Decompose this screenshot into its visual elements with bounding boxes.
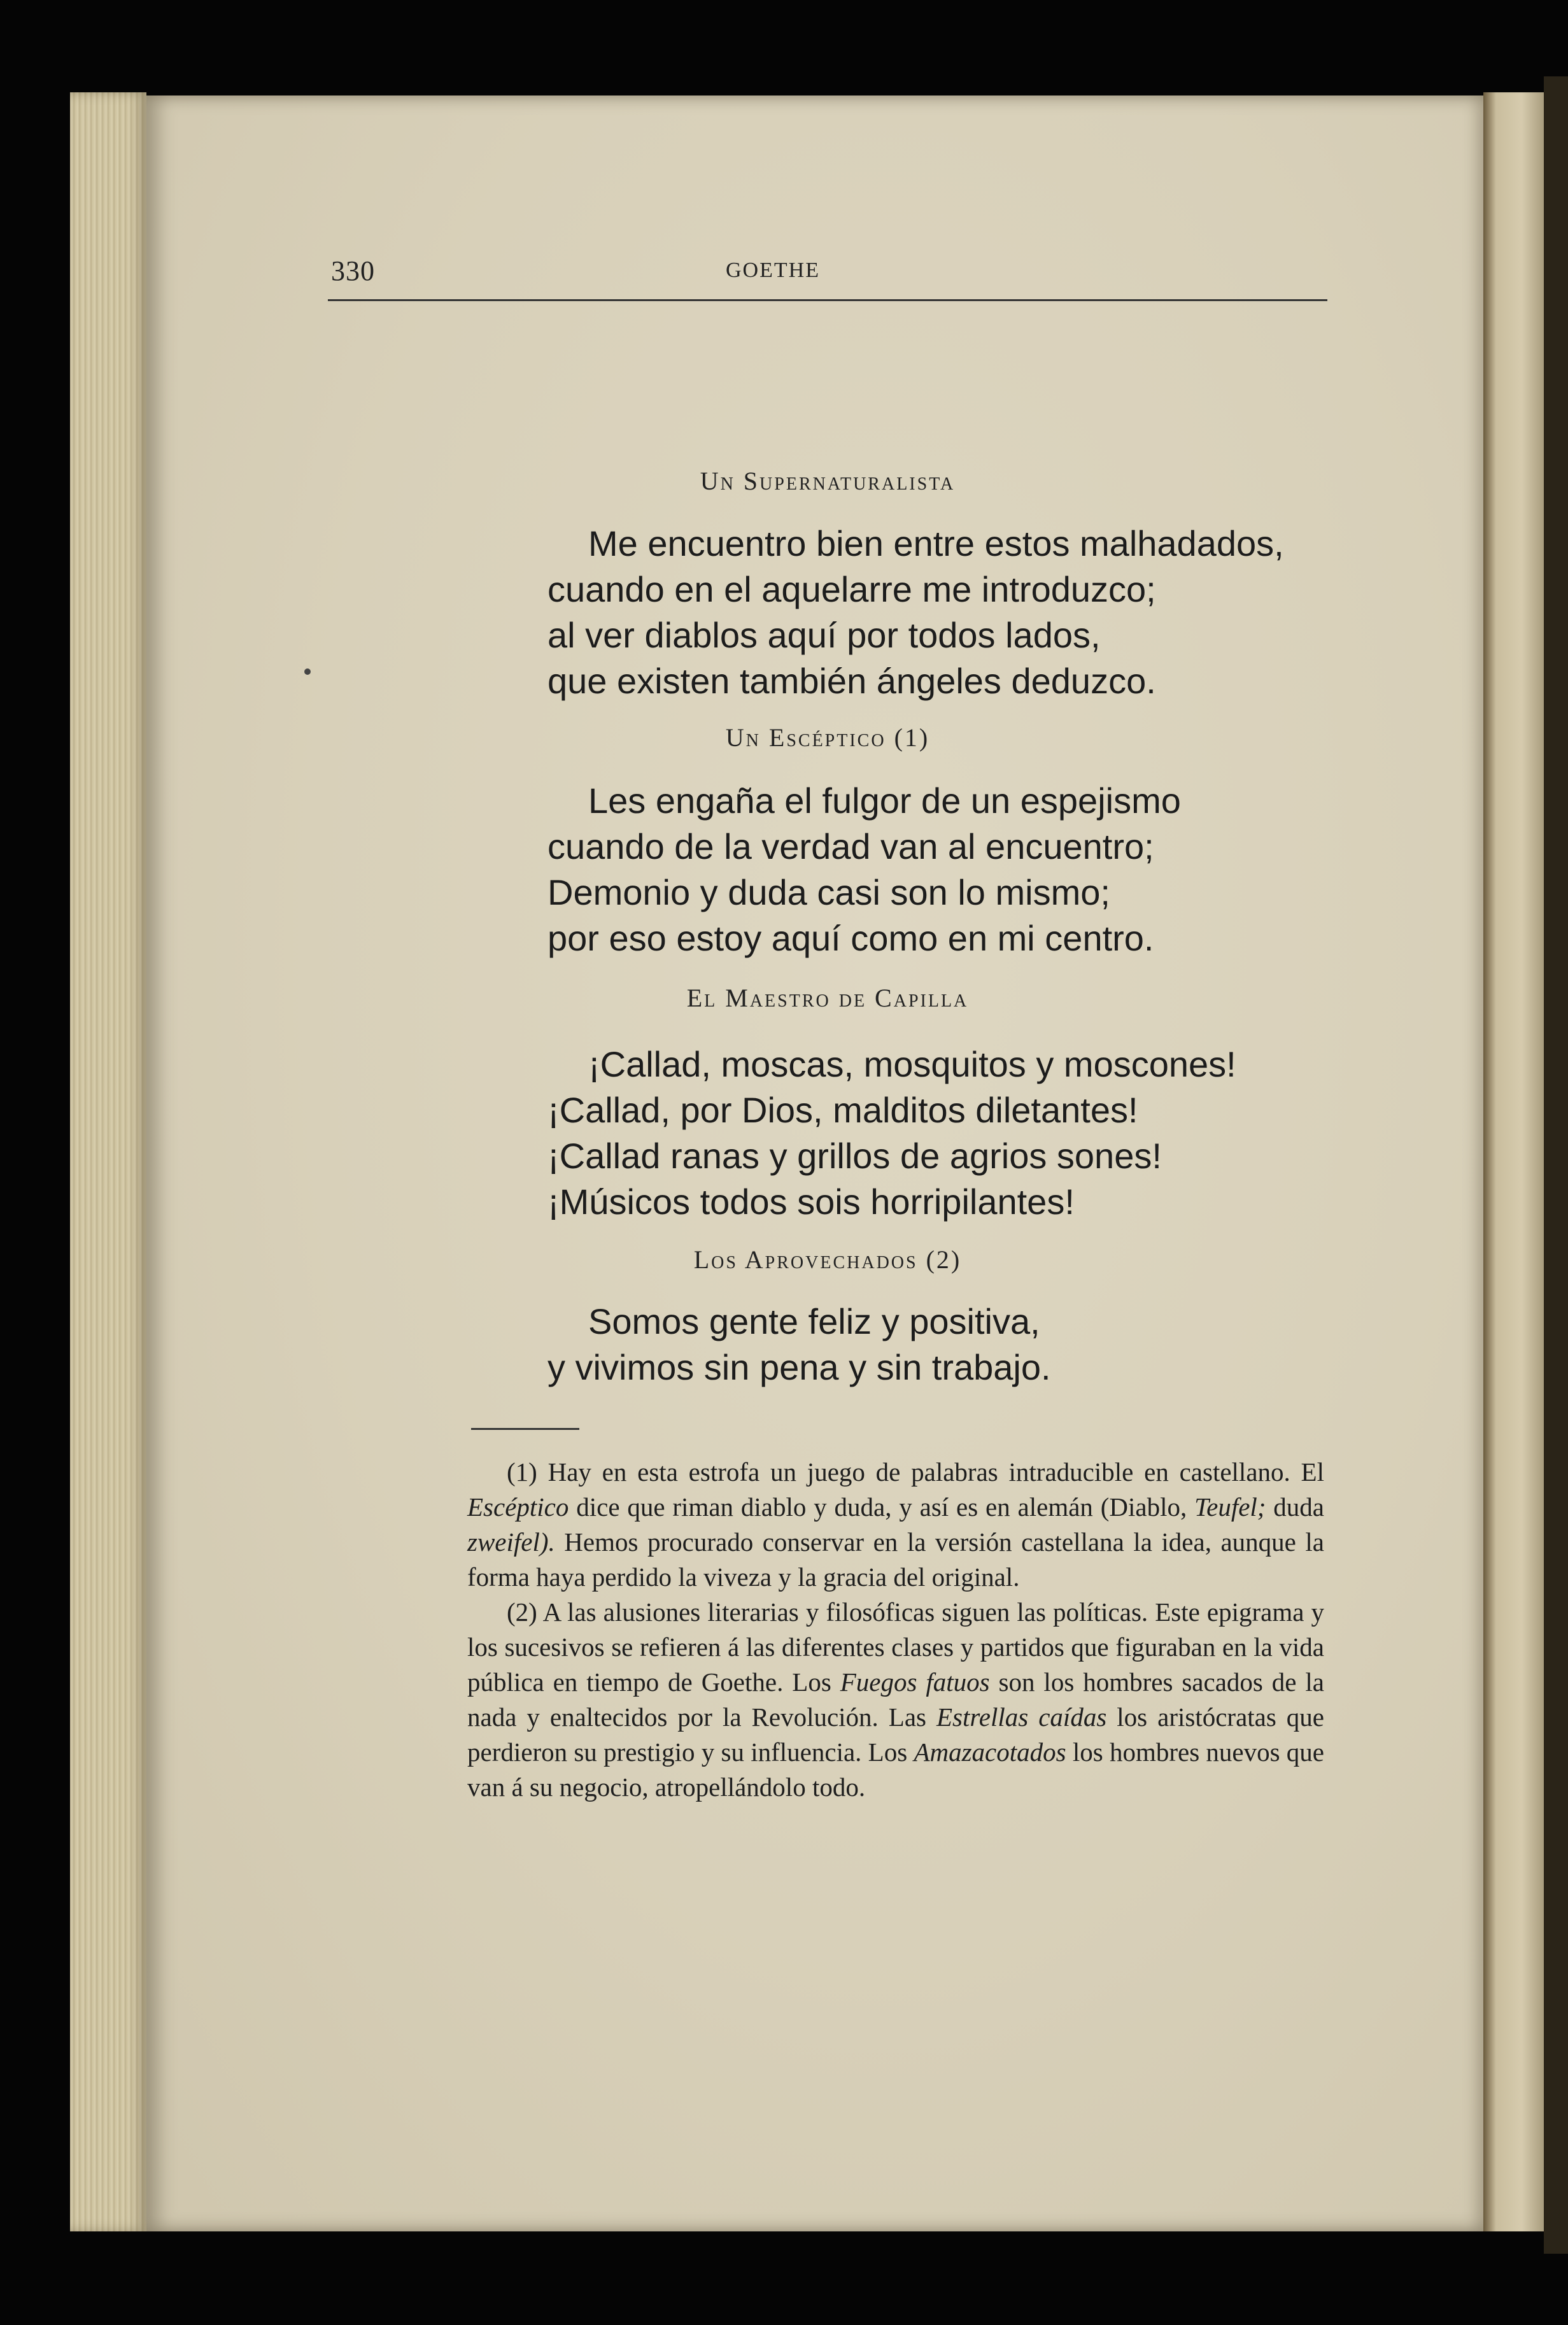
section-heading: Un Supernaturalista <box>700 467 956 495</box>
verse-line: ¡Músicos todos sois horripilantes! <box>547 1182 1075 1222</box>
section-heading: Un Escéptico (1) <box>725 723 930 752</box>
italic-term: Fuegos fatuos <box>840 1667 990 1697</box>
section-heading: Los Aprovechados (2) <box>693 1245 962 1274</box>
verse-line: que existen también ángeles deduzco. <box>547 661 1156 701</box>
verse-block <box>547 1042 1350 1225</box>
verse-block <box>547 1299 1350 1390</box>
footnotes <box>467 1455 1324 1805</box>
footnote-2: (2) A las alusiones literarias y filosóficas siguen las políticas. Este epigrama y los sucesivos se refieren á las diferentes clases y partidos que figuraban en la vida pública en tiempo de Goethe. Los Fuegos fatuos son los hombres sacados de la nada y enaltecidos por la Revolución. Las Estrellas caídas los aristócratas que perdieron su prestigio y su influencia. Los Amazacotados los hombres nuevos que van á su negocio, atropellándolo todo. <box>467 1597 1325 1802</box>
verse-line: Me encuentro bien entre estos malhadados, <box>588 523 1284 563</box>
verse-line: ¡Callad, moscas, mosquitos y moscones! <box>588 1044 1236 1084</box>
verse-line: Les engaña el fulgor de un espejismo <box>588 781 1181 821</box>
italic-term: Escéptico <box>467 1492 569 1522</box>
italic-term: Amazacotados <box>914 1737 1066 1767</box>
verse-line: Demonio y duda casi son lo mismo; <box>547 872 1110 912</box>
footnote-1: (1) Hay en esta estrofa un juego de palabras intraducible en castellano. El Escéptico dice que riman diablo y duda, y así es en alemán (Diablo, Teufel; duda zweifel). Hemos procurado conservar en la versión castellana la idea, aunque la forma haya perdido la viveza y la gracia del original. <box>467 1457 1325 1592</box>
book-cover-edge <box>70 92 146 2231</box>
page-header <box>331 255 1324 286</box>
running-title: GOETHE <box>726 258 820 282</box>
italic-term: zweifel). <box>467 1527 555 1557</box>
book-spine-edge <box>1544 76 1568 2254</box>
footnote-rule <box>471 1428 579 1430</box>
verse-line: al ver diablos aquí por todos lados, <box>547 615 1101 655</box>
verse-line: cuando en el aquelarre me introduzco; <box>547 569 1156 609</box>
verse-line: ¡Callad, por Dios, malditos diletantes! <box>547 1090 1138 1130</box>
verse-line: ¡Callad ranas y grillos de agrios sones! <box>547 1136 1162 1176</box>
italic-term: Teufel; <box>1194 1492 1266 1522</box>
section-heading: El Maestro de Capilla <box>686 984 969 1012</box>
page-number: 330 <box>331 255 375 286</box>
verse-line: Somos gente feliz y positiva, <box>588 1301 1040 1341</box>
facing-page-edge <box>1483 92 1544 2231</box>
verse-block <box>547 778 1350 961</box>
verse-line: por eso estoy aquí como en mi centro. <box>547 918 1154 958</box>
ink-spot <box>304 668 311 675</box>
verse-block <box>547 521 1350 704</box>
header-rule <box>328 299 1327 301</box>
italic-term: Estrellas caídas <box>936 1702 1107 1732</box>
verse-line: cuando de la verdad van al encuentro; <box>547 826 1154 866</box>
verse-line: y vivimos sin pena y sin trabajo. <box>547 1347 1051 1387</box>
